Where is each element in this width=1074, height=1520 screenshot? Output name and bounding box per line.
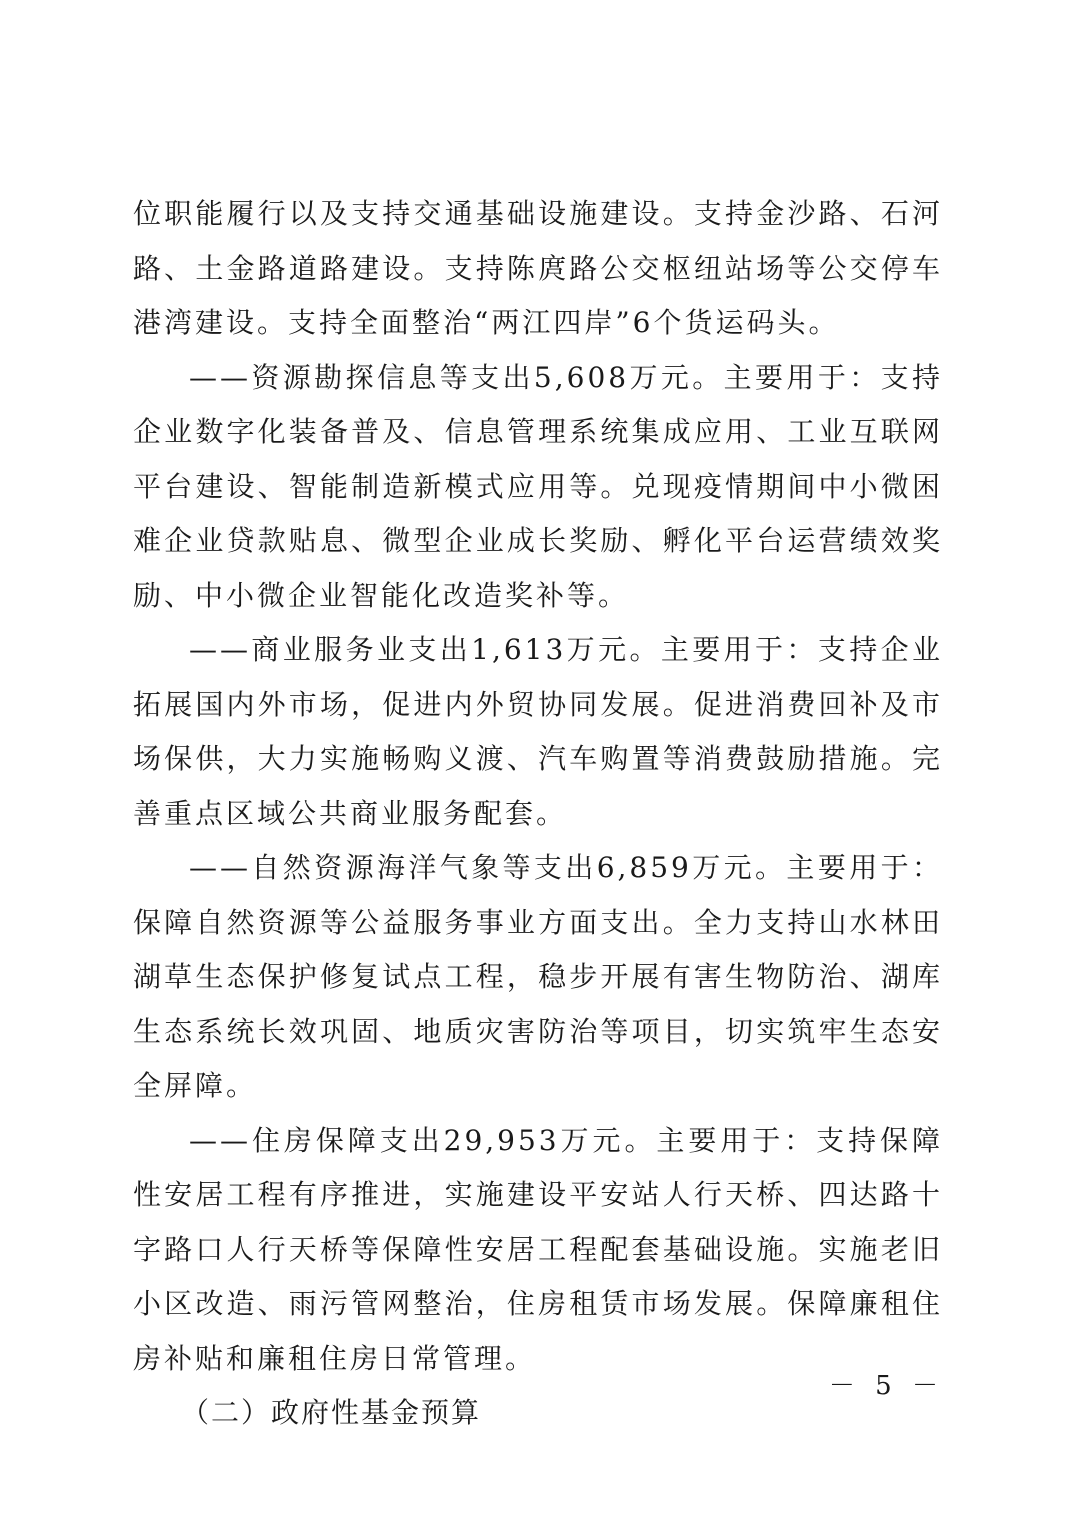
page-number: － 5 － [828, 1371, 944, 1401]
section-heading: （二）政府性基金预算 [181, 1396, 482, 1429]
paragraph-transport: 位职能履行以及支持交通基础设施建设。支持金沙路、石河路、土金路道路建设。支持陈庹路公交枢纽站场等公交停车港湾建设。支持全面整治“两江四岸”6个货运码头。 [133, 197, 943, 339]
paragraph-natural-resources: ——自然资源海洋气象等支出6,859万元。主要用于：保障自然资源等公益服务事业方面支出。全力支持山水林田湖草生态保护修复试点工程，稳步开展有害生物防治、湖库生态系统长效巩固、地质灾害防治等项目，切实筑牢生态安全屏障。 [133, 851, 943, 1102]
paragraph-housing: ——住房保障支出29,953万元。主要用于：支持保障性安居工程有序推进，实施建设平安站人行天桥、四达路十字路口人行天桥等保障性安居工程配套基础设施。实施老旧小区改造、雨污管网整治，住房租赁市场发展。保障廉租住房补贴和廉租住房日常管理。 [133, 1123, 943, 1375]
paragraph-resource-exploration: ——资源勘探信息等支出5,608万元。主要用于：支持企业数字化装备普及、信息管理系统集成应用、工业互联网平台建设、智能制造新模式应用等。兑现疫情期间中小微困难企业贷款贴息、微型企业成长奖励、孵化平台运营绩效奖励、中小微企业智能化改造奖补等。 [133, 360, 943, 612]
paragraph-commerce-services: ——商业服务业支出1,613万元。主要用于：支持企业拓展国内外市场，促进内外贸协同发展。促进消费回补及市场保供，大力实施畅购义渡、汽车购置等消费鼓励措施。完善重点区域公共商业服务配套。 [133, 633, 943, 830]
document-body [133, 187, 943, 1441]
